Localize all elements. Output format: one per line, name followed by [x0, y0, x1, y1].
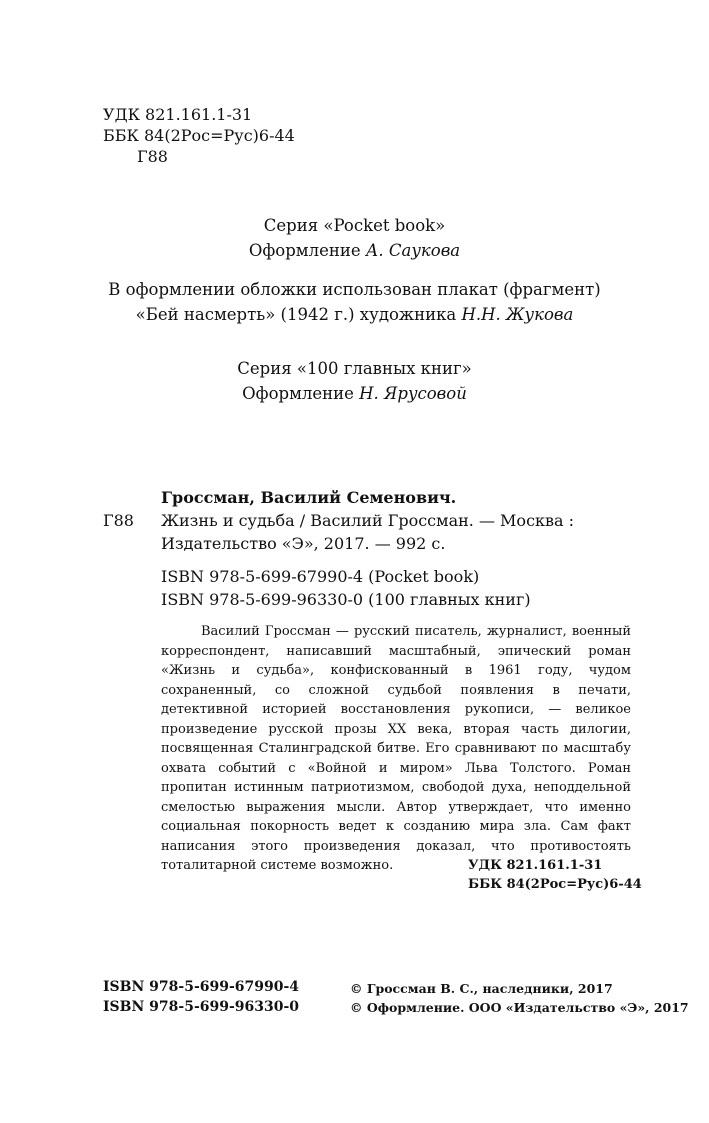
record-author: Гроссман, Василий Семенович.	[161, 488, 457, 507]
udk-classification-bottom	[468, 856, 642, 894]
copyright-notice	[350, 979, 689, 1017]
designer-name: Н. Ярусовой	[359, 384, 467, 403]
bbk-code: ББК 84(2Рос=Рус)6-44	[468, 877, 642, 892]
cover-note-line2	[0, 302, 709, 327]
cover-artist-name: Н.Н. Жукова	[461, 305, 574, 324]
cover-note-block	[0, 277, 709, 327]
copyright-design: © Оформление. ООО «Издательство «Э», 2017	[350, 1000, 689, 1015]
series-100-title: Серия «100 главных книг»	[237, 359, 472, 378]
series-pocket-block	[0, 213, 709, 263]
series-pocket-title: Серия «Pocket book»	[263, 216, 446, 235]
record-body	[161, 486, 643, 611]
isbn-list	[103, 977, 299, 1017]
book-annotation	[161, 622, 631, 876]
isbn-100: ISBN 978-5-699-96330-0	[103, 999, 300, 1015]
design-prefix: Оформление	[248, 241, 361, 260]
isbn-pocket: ISBN 978-5-699-67990-4	[103, 979, 300, 995]
bibliographic-record	[103, 486, 643, 611]
annotation-text: Василий Гроссман — русский писатель, журналист, военный корреспондент, написавший масштабный, эпический роман «Жизнь и судьба», конфискованный в 1961 году, чудом сохраненный, со сложной судьбой появления в печати, детективной историей восстановления рукописи, — великое произведение русской прозы XX века, вторая часть дилогии, посвященная Сталинградской битве. Его сравнивают по масштабу охвата событий с «Войной и миром» Льва Толстого. Роман пропитан истинным патриотизмом, свободой духа, неподдельной смелостью выражения мысли. Автор утверждает, что именно социальная покорность ведет к созданию мира зла. Сам факт написания этого произведения доказал, что противостоять тоталитарной системе возможно.	[161, 624, 631, 873]
author-mark: Г88	[137, 147, 168, 166]
record-isbn-100: ISBN 978-5-699-96330-0 (100 главных книг)	[161, 590, 531, 609]
copyright-author: © Гроссман В. С., наследники, 2017	[350, 981, 613, 996]
udk-code: УДК 821.161.1-31	[468, 858, 603, 873]
cover-note-prefix: «Бей насмерть» (1942 г.) художника	[135, 305, 457, 324]
design-prefix: Оформление	[242, 384, 354, 403]
designer-name: А. Саукова	[365, 241, 461, 260]
record-title-line2: Издательство «Э», 2017. — 992 с.	[161, 534, 446, 553]
series-100-design	[0, 381, 709, 406]
udk-classification-top	[103, 104, 295, 167]
bbk-code: ББК 84(2Рос=Рус)6-44	[103, 126, 295, 145]
record-isbn-pocket: ISBN 978-5-699-67990-4 (Pocket book)	[161, 567, 480, 586]
record-title-line1: Жизнь и судьба / Василий Гроссман. — Москва :	[161, 511, 575, 530]
udk-code: УДК 821.161.1-31	[103, 105, 253, 124]
record-code: Г88	[103, 511, 134, 530]
series-pocket-design	[0, 238, 709, 263]
cover-note-line1: В оформлении обложки использован плакат (фрагмент)	[108, 280, 601, 299]
series-100-block	[0, 356, 709, 406]
